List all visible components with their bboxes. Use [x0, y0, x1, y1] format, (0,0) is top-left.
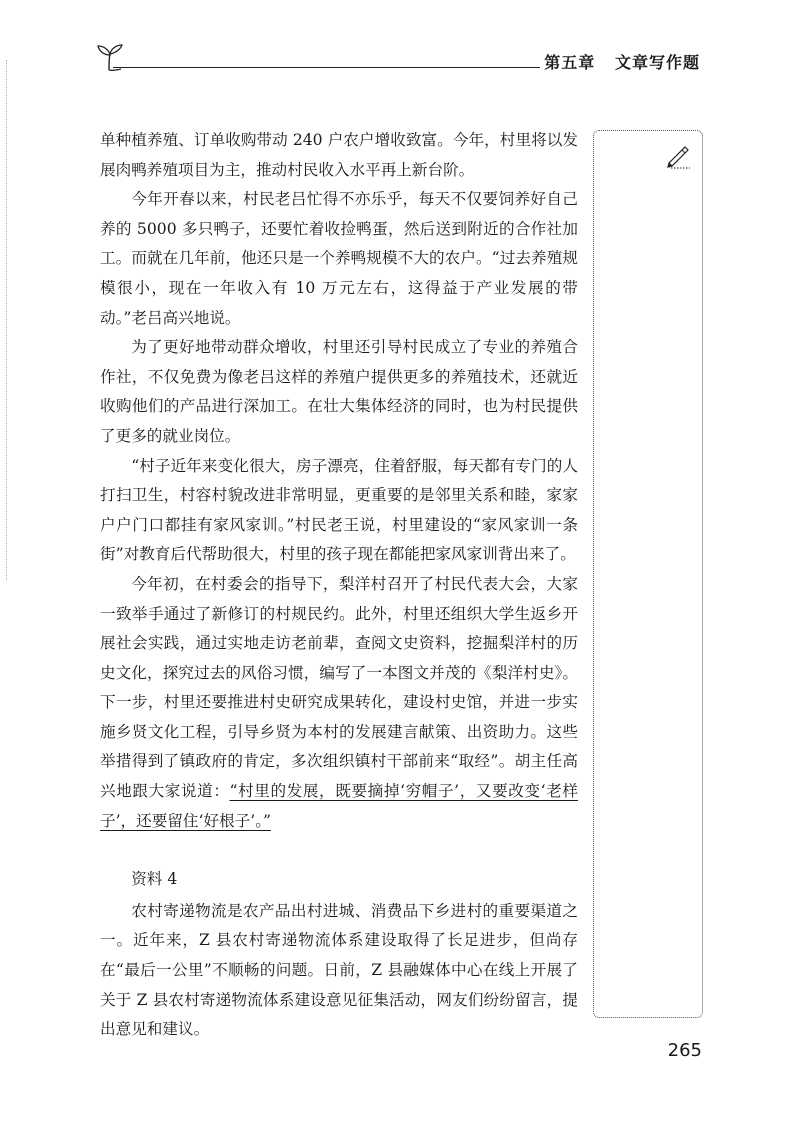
body-text	[100, 126, 578, 1045]
page-number: 265	[667, 1040, 702, 1061]
pen-icon	[666, 143, 692, 169]
paragraph: 农村寄递物流是农产品出村进城、消费品下乡进村的重要渠道之一。近年来，Z 县农村寄递物流体系建设取得了长足进步，但尚存在“最后一公里”不顺畅的问题。日前，Z 县融媒体中心在线上开展了关于 Z 县农村寄递物流体系建设意见征集活动，网友们纷纷留言，提出意见和建议。	[100, 901, 578, 1039]
page-header	[95, 40, 700, 80]
underlined-quote: “村里的发展，既要摘掉‘穷帽子’，又要改变‘老样子’，还要留住‘好根子’。”	[100, 782, 578, 830]
paragraph: “村子近年来变化很大，房子漂亮，住着舒服，每天都有专门的人打扫卫生，村容村貌改进非常明显，更重要的是邻里关系和睦，家家户户门口都挂有家风家训。”村民老王说，村里建设的“家风家训一条街”对教育后代帮助很大，村里的孩子现在都能把家风家训背出来了。	[100, 456, 578, 564]
paragraph: 为了更好地带动群众增收，村里还引导村民成立了专业的养殖合作社，不仅免费为像老吕这样的养殖户提供更多的养殖技术，还就近收购他们的产品进行深加工。在壮大集体经济的同时，也为村民提供了更多的就业岗位。	[100, 338, 578, 445]
section-heading: 资料 4	[131, 870, 178, 889]
margin-guide	[6, 60, 7, 580]
paragraph: 今年开春以来，村民老吕忙得不亦乐乎，每天不仅要饲养好自己养的 5000 多只鸭子，还要忙着收捡鸭蛋，然后送到附近的合作社加工。而就在几年前，他还只是一个养鸭规模不大的农户。“过去养殖规模很小，现在一年收入有 10 万元左右，这得益于产业发展的带动。”老吕高兴地说。	[100, 190, 578, 327]
paragraph-text: 今年初，在村委会的指导下，梨洋村召开了村民代表大会，大家一致举手通过了新修订的村规民约。此外，村里还组织大学生返乡开展社会实践，通过实地走访老前辈，查阅文史资料，挖掘梨洋村的历史文化，探究过去的风俗习惯，编写了一本图文并茂的《梨洋村史》。下一步，村里还要推进村史研究成果转化，建设村史馆，并进一步实施乡贤文化工程，引导乡贤为本村的发展建言献策、出资助力。这些举措得到了镇政府的肯定，多次组织镇村干部前来“取经”。胡主任高兴地跟大家说道：	[100, 574, 578, 801]
notes-box	[593, 130, 703, 1018]
chapter-title: 第五章 文章写作题	[544, 53, 700, 72]
header-rule-dashed	[395, 67, 540, 68]
paragraph	[100, 570, 578, 836]
paragraph: 单种植养殖、订单收购带动 240 户农户增收致富。今年，村里将以发展肉鸭养殖项目为主，推动村民收入水平再上新台阶。	[100, 131, 578, 179]
